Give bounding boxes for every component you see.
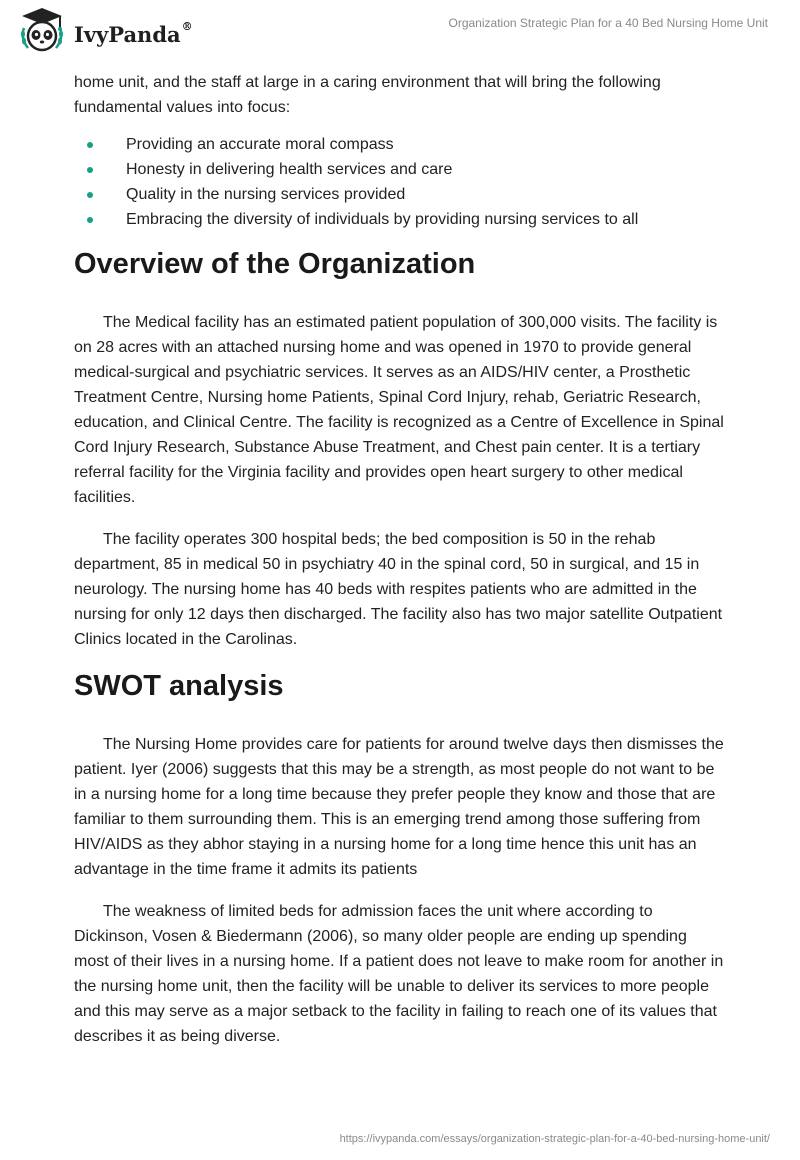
swot-paragraph: The Nursing Home provides care for patients for around twelve days then dismisses the patient. Iyer (2006) suggests that this may be a strength, as most people do not want to be in a nursing home for a long time because they prefer people they know and those that are familiar to them surrounding them. This is an emerging trend among those suffering from HIV/AIDS as they abhor staying in a nursing home for a long time hence this unit has an advantage in the time frame it admits its patients [74,736,724,878]
intro-paragraph: home unit, and the staff at large in a caring environment that will bring the following fundamental values into focus: [74,74,661,116]
swot-paragraph: The weakness of limited beds for admission faces the unit where according to Dickinson, Vosen & Biedermann (2006), so many older people are ending up spending most of their lives in a nursing home. If a patient does not leave to make room for another in the nursing home unit, then the facility will be unable to deliver its services to more people and this may serve as a major setback to the facility in failing to reach one of its values that describes it as being diverse. [74,903,724,1045]
list-item: Providing an accurate moral compass [74,132,724,157]
section-heading-overview: Overview of the Organization [74,248,476,280]
brand-name: IvyPanda® [74,19,193,47]
overview-paragraph: The facility operates 300 hospital beds; the bed composition is 50 in the rehab department, 85 in medical 50 in psychiatry 40 in the spinal cord, 50 in surgical, and 15 in neurology. The nursing home has 40 beds with respites patients who are admitted in the nursing for only 12 days then discharged. The facility also has two major satellite Outpatient Clinics located in the Carolinas. [74,531,723,648]
list-item: Embracing the diversity of individuals by providing nursing services to all [74,207,724,232]
list-item: Honesty in delivering health services and care [74,157,724,182]
source-url[interactable]: https://ivypanda.com/essays/organization-strategic-plan-for-a-40-bed-nursing-home-unit/ [339,1133,770,1145]
panda-logo-icon [14,6,70,59]
document-title: Organization Strategic Plan for a 40 Bed Nursing Home Unit [448,16,768,30]
section-heading-swot: SWOT analysis [74,670,284,702]
overview-paragraph: The Medical facility has an estimated patient population of 300,000 visits. The facility is on 28 acres with an attached nursing home and was opened in 1970 to provide general medical-surgical and psychiatric services. It serves as an AIDS/HIV center, a Prosthetic Treatment Centre, Nursing home Patients, Spinal Cord Injury, rehab, Geriatric Research, education, and Clinical Centre. The facility is recognized as a Centre of Excellence in Spinal Cord Injury Research, Substance Abuse Treatment, and Chest pain center. It is a tertiary referral facility for the Virginia facility and provides open heart surgery to other medical facilities. [74,314,724,506]
list-item: Quality in the nursing services provided [74,182,724,207]
brand-logo[interactable] [14,8,193,56]
bullet-icon [87,192,93,198]
values-list [74,132,724,232]
bullet-icon [87,167,93,173]
article-body [74,70,724,1049]
bullet-icon [87,217,93,223]
bullet-icon [87,142,93,148]
page-header [0,0,800,64]
